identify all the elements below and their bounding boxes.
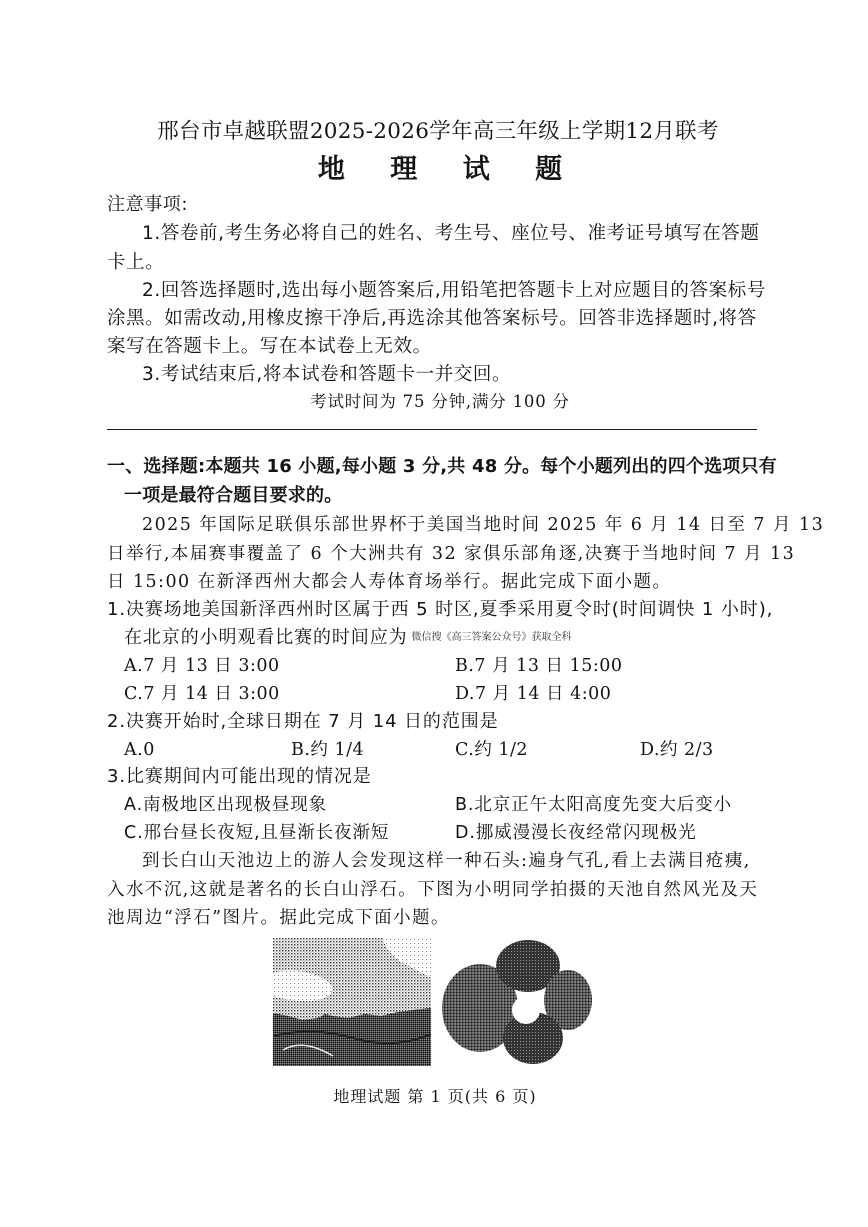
section-heading-line-2: 一项是最符合题目要求的。 (124, 485, 343, 506)
question-1-stem-line-1: 1.决赛场地美国新泽西州时区属于西 5 时区,夏季采用夏令时(时间调快 1 小时), (107, 599, 774, 620)
subject-title: 地 理 试 题 (317, 154, 581, 185)
question-1-option-d: D.7 月 14 日 4:00 (455, 684, 612, 704)
question-1-stem-text: 在北京的小明观看比赛的时间应为 (124, 627, 408, 648)
watermark-text: 微信搜《高三答案公众号》获取全科 (411, 632, 572, 643)
question-3-stem: 3.比赛期间内可能出现的情况是 (107, 766, 372, 787)
question-2-option-b: B.约 1/4 (291, 740, 365, 760)
question-3-option-a: A.南极地区出现极昼现象 (124, 795, 328, 815)
question-2-option-a: A.0 (124, 740, 155, 760)
passage-1-line-3: 日 15:00 在新泽西州大都会人寿体育场举行。据此完成下面小题。 (107, 572, 672, 592)
question-3-option-c: C.邢台昼长夜短,且昼渐长夜渐短 (124, 823, 390, 843)
passage-2-line-2: 入水不沉,这就是著名的长白山浮石。下图为小明同学拍摄的天池自然风光及天 (107, 880, 759, 900)
landscape-photo-icon (273, 938, 431, 1066)
passage-2-line-3: 池周边“浮石”图片。据此完成下面小题。 (107, 908, 450, 928)
question-2-option-d: D.约 2/3 (640, 740, 714, 760)
question-1-stem-line-2 (124, 627, 572, 649)
notice-heading: 注意事项: (107, 194, 189, 215)
passage-2-line-1: 到长白山天池边上的游人会发现这样一种石头:遍身气孔,看上去满目疮痍, (142, 851, 751, 871)
notice-item-3-line-1: 3.考试结束后,将本试卷和答题卡一并交回。 (142, 364, 512, 385)
notice-item-1-line-1: 1.答卷前,考生务必将自己的姓名、考生号、座位号、准考证号填写在答题 (142, 223, 760, 244)
passage-1-line-1: 2025 年国际足联俱乐部世界杯于美国当地时间 2025 年 6 月 14 日至 7 月 13 (142, 515, 825, 535)
notice-item-2-line-2: 涂黑。如需改动,用橡皮擦干净后,再选涂其他答案标号。回答非选择题时,将答 (107, 308, 757, 329)
question-2-stem: 2.决赛开始时,全球日期在 7 月 14 日的范围是 (107, 711, 499, 732)
question-1-option-a: A.7 月 13 日 3:00 (124, 656, 280, 676)
notice-item-2-line-3: 案写在答题卡上。写在本试卷上无效。 (107, 336, 432, 357)
notice-item-2-line-1: 2.回答选择题时,选出每小题答案后,用铅笔把答题卡上对应题目的答案标号 (142, 280, 766, 301)
page-footer: 地理试题 第 1 页(共 6 页) (333, 1087, 537, 1106)
exam-title: 邢台市卓越联盟2025-2026学年高三年级上学期12月联考 (157, 119, 719, 144)
question-3-option-d: D.挪威漫漫长夜经常闪现极光 (455, 823, 697, 843)
question-3-option-b: B.北京正午太阳高度先变大后变小 (455, 795, 732, 815)
pumice-stone-photo-icon (438, 938, 594, 1066)
header-divider (107, 429, 757, 430)
question-1-option-c: C.7 月 14 日 3:00 (124, 684, 280, 704)
exam-time-info: 考试时间为 75 分钟,满分 100 分 (310, 392, 570, 411)
section-heading-line-1: 一、选择题:本题共 16 小题,每小题 3 分,共 48 分。每个小题列出的四个选项只有 (107, 456, 777, 477)
passage-1-line-2: 日举行,本届赛事覆盖了 6 个大洲共有 32 家俱乐部角逐,决赛于当地时间 7 月 13 (107, 544, 796, 564)
notice-item-1-line-2: 卡上。 (107, 252, 165, 273)
question-2-option-c: C.约 1/2 (455, 740, 529, 760)
question-1-option-b: B.7 月 13 日 15:00 (455, 656, 623, 676)
